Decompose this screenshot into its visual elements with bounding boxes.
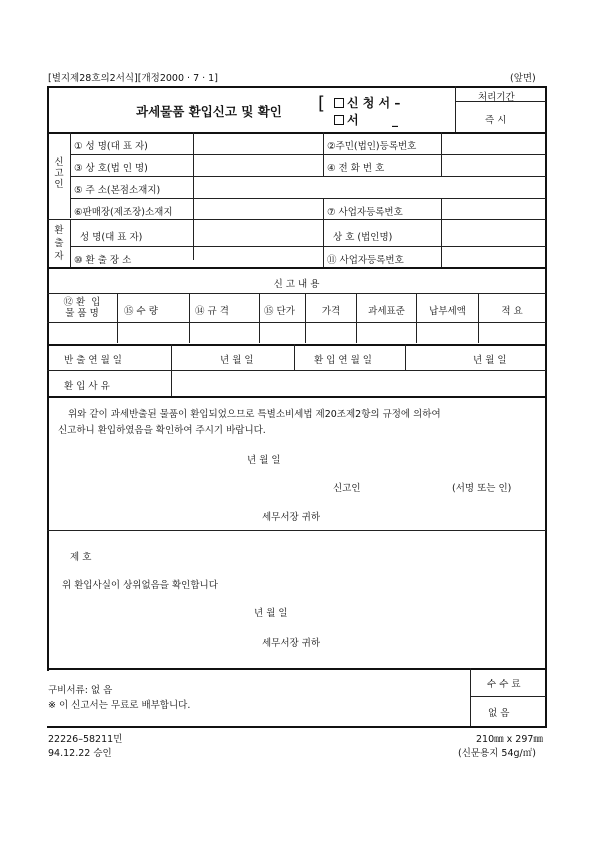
required-documents: 구비서류: 없 음 <box>48 685 113 696</box>
reporter-reg-no-field[interactable] <box>442 133 544 153</box>
col-header-quantity: ⑮ 수 량 <box>124 306 158 317</box>
distribution-note: ※ 이 신고서는 무료로 배부합니다. <box>48 700 191 711</box>
col-header-price: 가격 <box>321 306 341 317</box>
reason-label: 환 입 사 유 <box>64 381 110 392</box>
option-form[interactable]: 서 _ <box>334 111 398 128</box>
reporter-biz-no-label: ⑦ 사업자등록번호 <box>327 207 403 218</box>
returner-place-field[interactable] <box>194 247 322 266</box>
returner-place-label: ⑩ 환 출 장 소 <box>74 255 132 266</box>
reporter-shop-field[interactable] <box>194 199 322 218</box>
reporter-company-field[interactable] <box>194 155 322 175</box>
col-header-tax-paid: 납부세액 <box>429 306 466 317</box>
checkbox-icon[interactable] <box>334 115 344 125</box>
returner-biz-no-label: ⑪ 사업자등록번호 <box>327 255 404 266</box>
form-code: 22226–58211민 <box>48 734 123 745</box>
declaration-recipient: 세무서장 귀하 <box>262 512 321 523</box>
confirm-date[interactable]: 년 월 일 <box>254 608 288 619</box>
reporter-phone-label: ④ 전 화 번 호 <box>327 163 385 174</box>
reporter-name-label: ① 성 명(대 표 자) <box>74 141 148 152</box>
signature-field[interactable]: (서명 또는 인) <box>452 483 512 494</box>
declaration-line-2: 신고하니 환입하였음을 확인하여 주시기 바랍니다. <box>58 425 266 436</box>
reporter-reg-no-label: ②주민(법인)등록번호 <box>327 141 417 152</box>
returner-name-label: 성 명(대 표 자) <box>80 232 143 243</box>
page-side-label: (앞면) <box>510 73 536 84</box>
reporter-address-label: ⑤ 주 소(본점소재지) <box>74 185 161 196</box>
reporter-biz-no-field[interactable] <box>442 199 544 218</box>
processing-period-label: 처리기간 <box>478 92 515 103</box>
paper-size: 210㎜ x 297㎜ <box>476 734 543 745</box>
returner-name-field[interactable] <box>194 220 322 245</box>
declaration-reporter: 신고인 <box>333 483 361 494</box>
col-header-remarks: 적 요 <box>501 306 523 317</box>
declaration-date[interactable]: 년 월 일 <box>247 455 281 466</box>
confirm-recipient: 세무서장 귀하 <box>262 638 321 649</box>
in-date-value[interactable]: 년 월 일 <box>473 355 507 366</box>
content-data-row[interactable] <box>48 323 545 342</box>
approval-date: 94.12.22 승인 <box>48 748 112 759</box>
returner-biz-no-field[interactable] <box>442 247 544 266</box>
out-date-value[interactable]: 년 월 일 <box>220 355 254 366</box>
paper-type: (신문용지 54g/㎡) <box>458 748 536 759</box>
confirm-number-label: 제 호 <box>70 552 92 563</box>
checkbox-icon[interactable] <box>334 98 344 108</box>
content-section-title: 신 고 내 용 <box>273 279 320 290</box>
fee-label: 수 수 료 <box>487 679 521 690</box>
option-application[interactable]: 신 청 서 – <box>334 94 400 111</box>
processing-period-value: 즉 시 <box>485 115 507 126</box>
col-header-item: ⑫ 환 입 물 품 명 <box>63 297 101 319</box>
out-date-label: 반 출 연 월 일 <box>64 355 122 366</box>
reporter-company-label: ③ 상 호(법 인 명) <box>74 163 148 174</box>
col-header-spec: ⑭ 규 격 <box>195 306 229 317</box>
fee-value: 없 음 <box>488 708 510 719</box>
reason-field[interactable] <box>172 371 545 395</box>
returner-company-field[interactable] <box>442 220 544 245</box>
reporter-name-field[interactable] <box>194 133 322 153</box>
reporter-side-label: 신 고 인 <box>54 157 64 190</box>
in-date-label: 환 입 연 월 일 <box>314 355 372 366</box>
returner-side-label: 환 출 자 <box>54 225 64 262</box>
reporter-address-field[interactable] <box>194 177 544 197</box>
bracket-left: [ <box>318 93 326 114</box>
col-header-unit-price: ⑮ 단가 <box>264 306 295 317</box>
col-header-tax-base: 과세표준 <box>368 306 405 317</box>
reporter-shop-label: ⑥판매장(제조장)소재지 <box>74 207 173 218</box>
form-reference: [별지제28호의2서식][개정2000 · 7 · 1] <box>48 73 218 84</box>
confirm-text: 위 환입사실이 상위없음을 확인합니다 <box>62 580 218 591</box>
title-main: 과세물품 환입신고 및 확인 <box>136 104 282 119</box>
returner-company-label: 상 호 (법인명) <box>333 232 393 243</box>
declaration-line-1: 위와 같이 과세반출된 물품이 환입되었으므로 특별소비세법 제20조제2항의 규정에 의하여 <box>68 409 441 420</box>
reporter-phone-field[interactable] <box>442 155 544 175</box>
